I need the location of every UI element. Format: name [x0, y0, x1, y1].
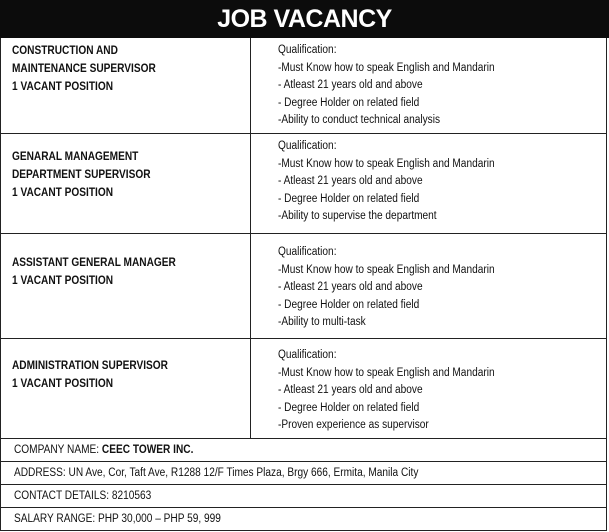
qualification-list [278, 244, 495, 332]
qualification-line: -Ability to conduct technical analysis [278, 114, 441, 126]
qualification-line: - Atleast 21 years old and above [278, 175, 423, 187]
qualification-line: -Must Know how to speak English and Mandarin [278, 366, 495, 379]
address-text: ADDRESS: UN Ave, Cor, Taft Ave, R1288 12/F Times Plaza, Brgy 666, Ermita, Manila City [14, 467, 419, 479]
qualification-line: -Ability to supervise the department [278, 210, 437, 222]
job-row [0, 134, 607, 234]
contact-row [0, 485, 607, 508]
qualification-line: - Degree Holder on related field [278, 298, 420, 311]
qualification-line: -Proven experience as supervisor [278, 419, 429, 431]
position-cell [1, 134, 251, 233]
position-title [12, 148, 151, 202]
position-cell [1, 339, 251, 438]
qualification-line: -Must Know how to speak English and Mandarin [278, 263, 495, 276]
salary-text: SALARY RANGE: PHP 30,000 – PHP 59, 999 [14, 513, 221, 525]
job-row [0, 38, 607, 134]
qualification-line: -Ability to multi-task [278, 316, 366, 328]
qualification-list [278, 138, 495, 226]
position-line: DEPARTMENT SUPERVISOR [12, 169, 151, 181]
vacancy-table [0, 38, 609, 532]
qualification-line: Qualification: [278, 140, 337, 152]
position-line: 1 VACANT POSITION [12, 378, 114, 390]
qualification-line: - Atleast 21 years old and above [278, 384, 423, 396]
company-name [14, 444, 193, 456]
position-line: ASSISTANT GENERAL MANAGER [12, 257, 176, 269]
address-row [0, 462, 607, 485]
page-title: JOB VACANCY [0, 0, 609, 38]
salary-row [0, 508, 607, 531]
qualification-line: Qualification: [278, 246, 337, 258]
qualification-line: - Degree Holder on related field [278, 192, 420, 205]
qualification-line: -Must Know how to speak English and Mandarin [278, 157, 495, 170]
job-row [0, 234, 607, 339]
position-cell [1, 38, 251, 133]
position-title [12, 254, 176, 290]
position-cell [1, 234, 251, 338]
company-value: CEEC TOWER INC. [101, 444, 194, 456]
position-line: GENARAL MANAGEMENT [12, 151, 139, 163]
qualification-line: -Must Know how to speak English and Mandarin [278, 61, 495, 74]
position-line: 1 VACANT POSITION [12, 187, 114, 199]
company-name-row [0, 439, 607, 462]
position-line: 1 VACANT POSITION [12, 81, 114, 93]
qualification-line: - Degree Holder on related field [278, 96, 420, 109]
qualification-line: - Atleast 21 years old and above [278, 79, 423, 91]
qualification-line: Qualification: [278, 349, 337, 361]
qualification-list [278, 347, 495, 435]
company-label: COMPANY NAME: [14, 444, 100, 456]
qualification-line: Qualification: [278, 44, 337, 56]
qualification-line: - Degree Holder on related field [278, 401, 420, 414]
job-row [0, 339, 607, 439]
position-line: CONSTRUCTION AND [12, 45, 118, 57]
position-line: MAINTENANCE SUPERVISOR [12, 63, 156, 75]
position-line: ADMINISTRATION SUPERVISOR [12, 360, 168, 372]
qualification-line: - Atleast 21 years old and above [278, 281, 423, 293]
position-title [12, 42, 156, 96]
contact-text: CONTACT DETAILS: 8210563 [14, 490, 152, 502]
qualification-list [278, 42, 495, 130]
position-line: 1 VACANT POSITION [12, 275, 114, 287]
position-title [12, 357, 168, 393]
